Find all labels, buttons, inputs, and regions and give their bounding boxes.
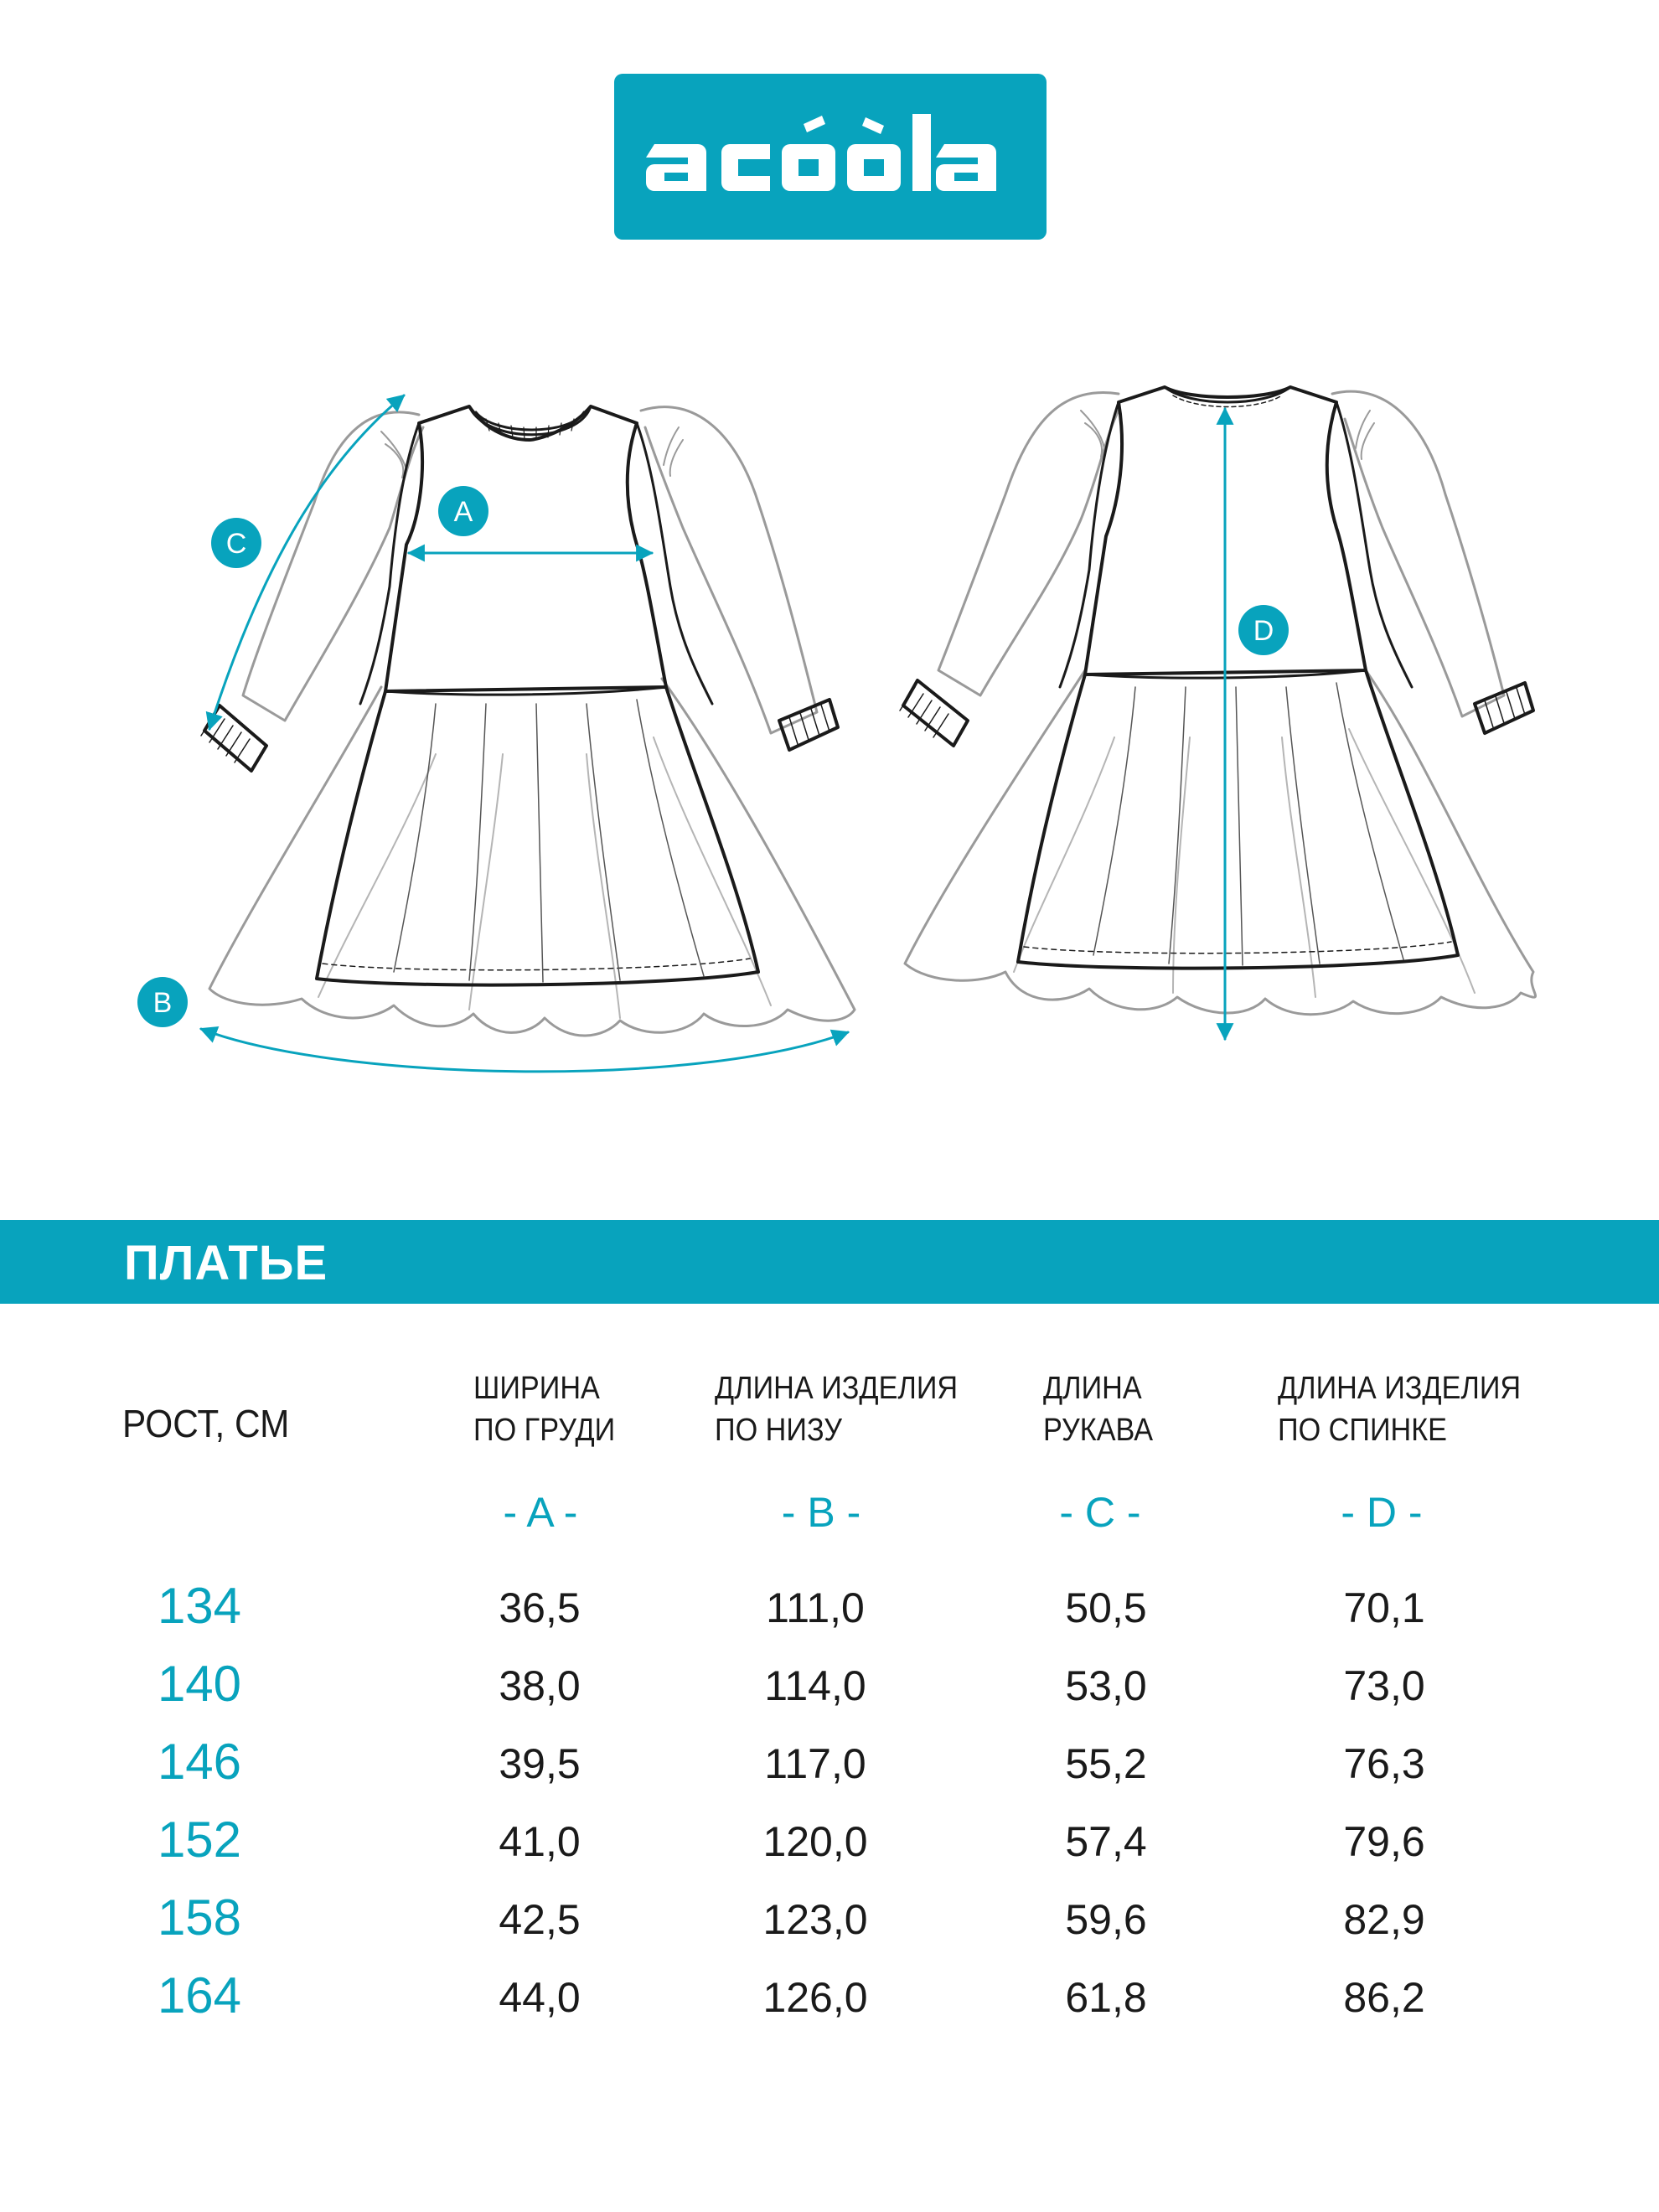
brand-wordmark xyxy=(646,114,996,191)
svg-text:D: D xyxy=(1253,615,1274,647)
cell-d: 70,1 xyxy=(1343,1584,1425,1631)
cell-c: 50,5 xyxy=(1065,1584,1147,1631)
cell-d: 79,6 xyxy=(1343,1818,1425,1865)
row-height: 164 xyxy=(157,1967,242,2023)
cell-a: 44,0 xyxy=(499,1974,581,2021)
dress-sketch xyxy=(0,352,1659,1123)
cell-a: 39,5 xyxy=(499,1740,581,1787)
column-letter-b: - B - xyxy=(781,1489,861,1536)
cell-b: 114,0 xyxy=(764,1662,866,1709)
cell-a: 41,0 xyxy=(499,1818,581,1865)
column-letter-d: - D - xyxy=(1341,1489,1423,1536)
back-cuff-left xyxy=(900,680,968,746)
cell-a: 42,5 xyxy=(499,1896,581,1943)
table-row xyxy=(0,1889,1659,1966)
svg-text:B: B xyxy=(152,987,173,1019)
column-header-back-length: ДЛИНА ИЗДЕЛИЯ ПО СПИНКЕ xyxy=(1278,1371,1522,1448)
cell-b: 120,0 xyxy=(762,1818,868,1865)
column-header-chest-width: ШИРИНА ПО ГРУДИ xyxy=(473,1371,616,1448)
table-row xyxy=(0,1655,1659,1732)
cell-b: 123,0 xyxy=(762,1896,868,1943)
front-cuff-left xyxy=(201,705,266,771)
cell-d: 76,3 xyxy=(1343,1740,1425,1787)
marker-d xyxy=(1238,605,1289,655)
row-height: 158 xyxy=(157,1889,242,1946)
marker-b xyxy=(137,977,188,1027)
cell-a: 38,0 xyxy=(499,1662,581,1709)
dress-back-view xyxy=(900,387,1536,1039)
brand-logo xyxy=(614,74,1047,240)
row-height: 134 xyxy=(157,1578,242,1634)
front-neckband xyxy=(469,406,591,435)
column-header-sleeve-length: ДЛИНА РУКАВА xyxy=(1043,1371,1154,1448)
table-row xyxy=(0,1577,1659,1654)
front-bodice xyxy=(385,406,666,691)
cell-c: 57,4 xyxy=(1065,1818,1147,1865)
cell-a: 36,5 xyxy=(499,1584,581,1631)
row-height: 146 xyxy=(157,1734,242,1790)
back-skirt xyxy=(1018,670,1458,969)
column-letter-a: - A - xyxy=(503,1489,578,1536)
measure-b-line xyxy=(201,1029,848,1072)
section-banner xyxy=(0,1220,1659,1304)
cell-d: 82,9 xyxy=(1343,1896,1425,1943)
front-sleeve-left xyxy=(243,412,423,721)
marker-c xyxy=(211,518,261,568)
svg-text:C: C xyxy=(225,528,247,560)
table-row xyxy=(0,1967,1659,2044)
svg-text:A: A xyxy=(453,496,473,528)
back-cuff-right xyxy=(1475,683,1533,733)
back-tulle-skirt xyxy=(905,670,1536,1015)
dress-front-view xyxy=(201,395,855,1072)
cell-b: 126,0 xyxy=(762,1974,868,2021)
cell-c: 59,6 xyxy=(1065,1896,1147,1943)
row-height: 152 xyxy=(157,1811,242,1868)
front-tulle-skirt xyxy=(209,679,855,1036)
cell-d: 86,2 xyxy=(1343,1974,1425,2021)
height-header: РОСТ, СМ xyxy=(122,1402,290,1445)
marker-a xyxy=(438,486,488,536)
column-letter-c: - C - xyxy=(1059,1489,1141,1536)
column-header-length-bottom: ДЛИНА ИЗДЕЛИЯ ПО НИЗУ xyxy=(715,1371,959,1448)
cell-d: 73,0 xyxy=(1343,1662,1425,1709)
cell-c: 61,8 xyxy=(1065,1974,1147,2021)
cell-b: 117,0 xyxy=(764,1740,866,1787)
cell-c: 55,2 xyxy=(1065,1740,1147,1787)
row-height: 140 xyxy=(157,1656,242,1712)
cell-c: 53,0 xyxy=(1065,1662,1147,1709)
table-row xyxy=(0,1811,1659,1888)
section-title: ПЛАТЬЕ xyxy=(124,1236,328,1290)
table-row xyxy=(0,1733,1659,1810)
cell-b: 111,0 xyxy=(766,1584,865,1631)
